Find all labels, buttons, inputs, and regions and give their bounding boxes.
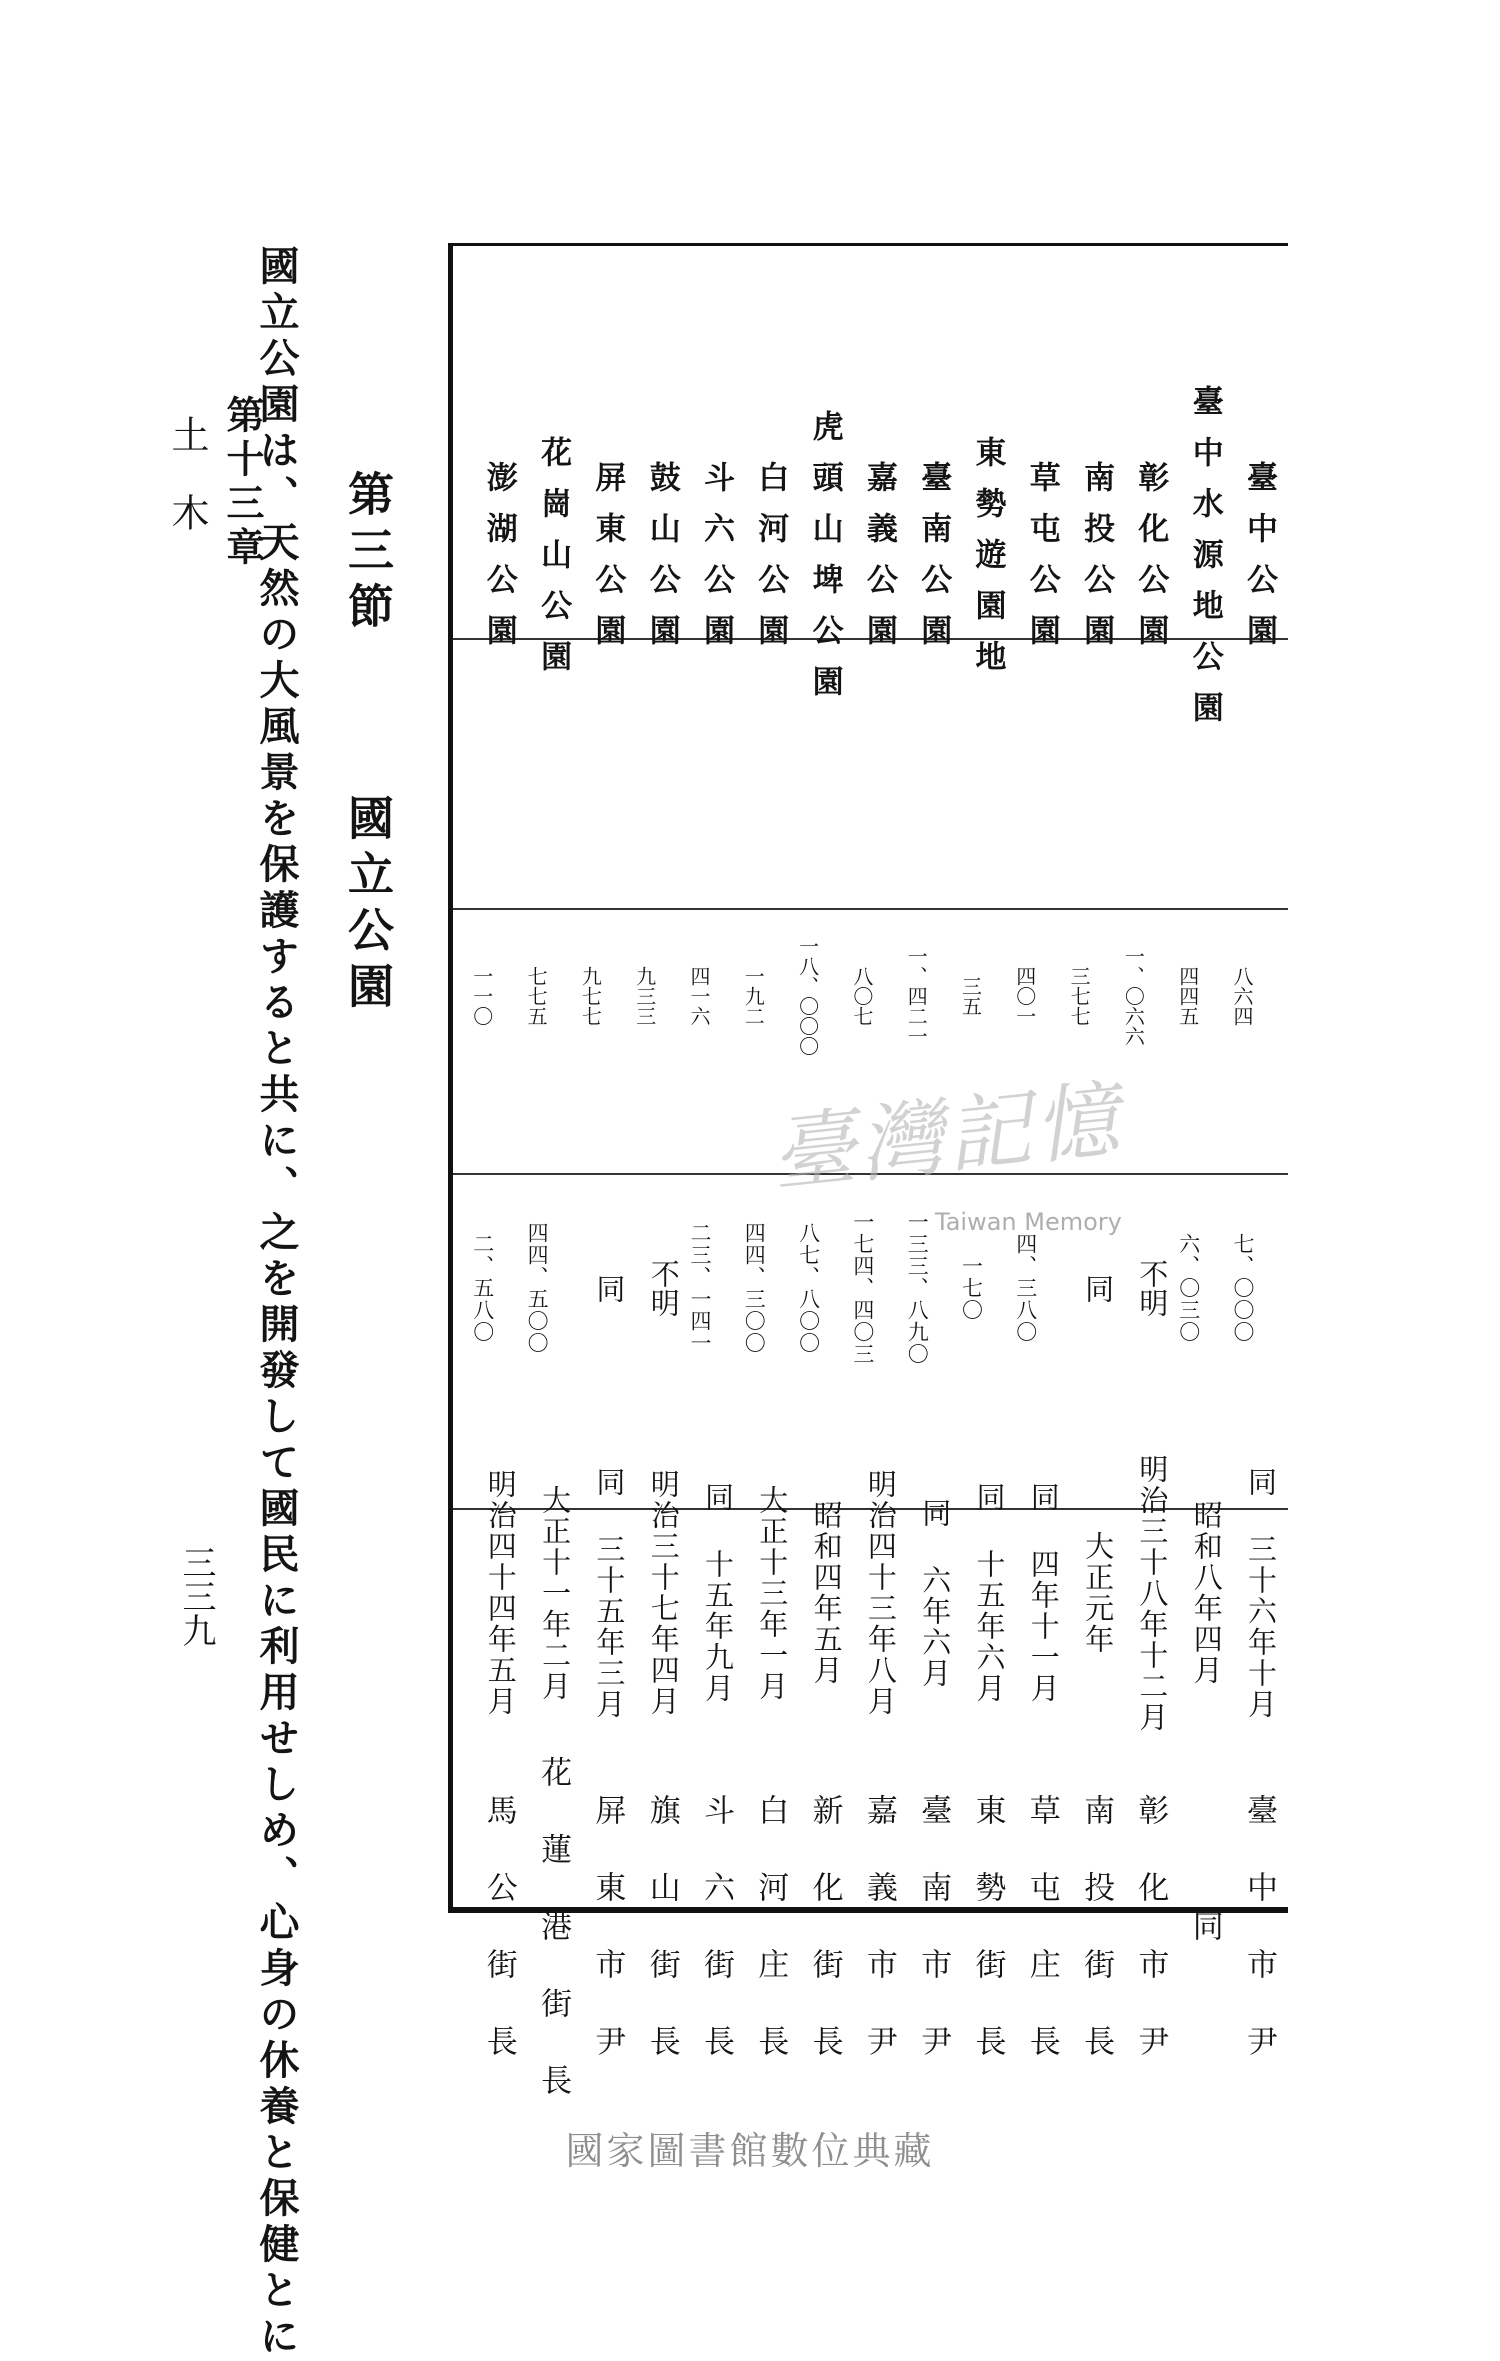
park-area: 四一六: [687, 965, 711, 1026]
park-name: 臺中水源地公園: [1186, 384, 1223, 742]
park-date: 昭和八年四月: [1189, 1500, 1224, 1686]
park-admin: 斗六街長: [698, 1794, 734, 2102]
park-date: 同 十五年六月: [972, 1482, 1007, 1704]
footer-credit: 國家圖書館數位典藏: [565, 2129, 935, 2173]
park-date: 明治四十四年五月: [483, 1469, 518, 1717]
park-area: 七七五: [524, 965, 549, 1026]
park-name: 彰化公園: [1132, 461, 1169, 665]
park-date: 大正元年: [1081, 1531, 1116, 1655]
watermark-subtitle: Taiwan Memory: [935, 1208, 1122, 1236]
park-admin: 臺南市尹: [915, 1794, 952, 2102]
table-row: [468, 243, 522, 2102]
park-name: 臺中公園: [1241, 461, 1277, 665]
park-admin: 同: [1186, 1909, 1223, 1987]
park-area: 四〇一: [1012, 965, 1037, 1026]
park-area: 一八、〇〇〇: [795, 935, 820, 1056]
table-row: [576, 243, 630, 2102]
park-date: 明治三十七年四月: [646, 1469, 681, 1717]
park-name: 鼓山公園: [643, 461, 680, 665]
park-cost: 四四、三〇〇: [742, 1222, 767, 1354]
park-name: 南投公園: [1078, 461, 1115, 665]
table-row: [631, 243, 685, 2102]
park-date: 明治三十八年十二月: [1135, 1453, 1170, 1733]
park-name: 東勢遊園地: [969, 435, 1006, 691]
table-left-rule: [448, 243, 453, 1913]
table-row: [1119, 243, 1173, 2102]
table-row: [522, 243, 576, 2141]
park-admin: 白河庄長: [752, 1794, 789, 2102]
park-date: 同 三十六年十月: [1244, 1466, 1278, 1720]
park-area: 四四五: [1175, 965, 1200, 1026]
park-admin: 旗山街長: [643, 1794, 680, 2102]
page-number: 三三九: [176, 1545, 216, 1647]
chapter-label: 第十三章: [220, 395, 265, 571]
park-admin: 臺中市尹: [1241, 1794, 1277, 2102]
table-row: [1228, 243, 1282, 2102]
park-admin: 草屯庄長: [1023, 1794, 1060, 2102]
park-name: 嘉義公園: [860, 461, 897, 665]
section-heading: [335, 470, 401, 1018]
park-cost: 八七、八〇〇: [796, 1222, 821, 1354]
park-area: 八六四: [1230, 965, 1254, 1026]
body-text: 國立公園は、天然の大風景を保護すると共に、之を開發して國民に利用せしめ、心身の休養と保健とに: [253, 245, 300, 2361]
park-cost: 七、〇〇〇: [1231, 1233, 1255, 1343]
park-area: 九七七: [578, 965, 603, 1026]
park-area: 一一〇: [469, 965, 494, 1026]
section-title: 國立公園: [341, 794, 395, 1018]
table-row: [794, 243, 848, 2102]
park-name: 花崗山公園: [535, 435, 572, 691]
park-name: 白河公園: [752, 461, 789, 665]
park-cost: 一三三、八九〇: [905, 1211, 930, 1365]
park-area: 八〇七: [849, 965, 874, 1026]
park-cost: 不明: [646, 1259, 681, 1317]
park-cost: 同: [1081, 1273, 1116, 1303]
table-row: [739, 243, 793, 2102]
park-cost: 一七〇: [959, 1255, 984, 1321]
park-date: 同 四年十一月: [1026, 1482, 1061, 1704]
park-cost: 不明: [1135, 1259, 1170, 1317]
park-date: 同 三十五年三月: [592, 1466, 627, 1720]
park-area: 一九二: [741, 965, 766, 1026]
park-admin: 馬公街長: [480, 1794, 517, 2102]
park-cost: 二、五八〇: [470, 1233, 495, 1343]
park-date: 昭和四年五月: [809, 1500, 844, 1686]
park-cost: 四四、五〇〇: [525, 1222, 550, 1354]
park-date: 明治四十三年八月: [863, 1469, 898, 1717]
park-date: 大正十一年二月: [538, 1484, 573, 1702]
park-area: 一、〇六六: [1121, 945, 1146, 1046]
park-name: 屏東公園: [589, 461, 626, 665]
park-admin: 彰化市尹: [1132, 1794, 1169, 2102]
section-number: 第三節: [341, 470, 395, 638]
table-row: [1174, 243, 1228, 1987]
table-row: [685, 243, 739, 2102]
watermark-text: 臺灣記憶: [766, 1069, 1127, 1205]
park-area: 三七七: [1067, 965, 1092, 1026]
park-date: 大正十三年一月: [755, 1484, 790, 1702]
chapter-subject: 土木: [165, 415, 209, 571]
park-date: 同 十五年九月: [701, 1482, 735, 1704]
park-admin: 花蓮港街長: [535, 1755, 572, 2141]
park-cost: 一七四、四〇三: [850, 1211, 875, 1365]
park-admin: 東勢街長: [969, 1794, 1006, 2102]
park-cost: 四、三八〇: [1013, 1233, 1038, 1343]
park-admin: 屏東市尹: [589, 1794, 626, 2102]
park-admin: 南投街長: [1078, 1794, 1115, 2102]
park-name: 澎湖公園: [480, 461, 517, 665]
park-cost: 六、〇三〇: [1176, 1233, 1201, 1343]
park-date: 同 六年六月: [918, 1497, 953, 1689]
park-name: 臺南公園: [915, 461, 952, 665]
park-admin: 嘉義市尹: [860, 1794, 897, 2102]
park-name: 草屯公園: [1023, 461, 1060, 665]
park-name: 虎頭山埤公園: [806, 410, 843, 716]
park-area: 三五: [958, 975, 983, 1016]
park-admin: 新化街長: [806, 1794, 843, 2102]
park-area: 九三三: [632, 965, 657, 1026]
park-cost: 二三、一四一: [688, 1222, 712, 1354]
park-name: 斗六公園: [698, 461, 734, 665]
park-cost: 同: [592, 1273, 627, 1303]
park-area: 一、四二一: [904, 945, 929, 1046]
